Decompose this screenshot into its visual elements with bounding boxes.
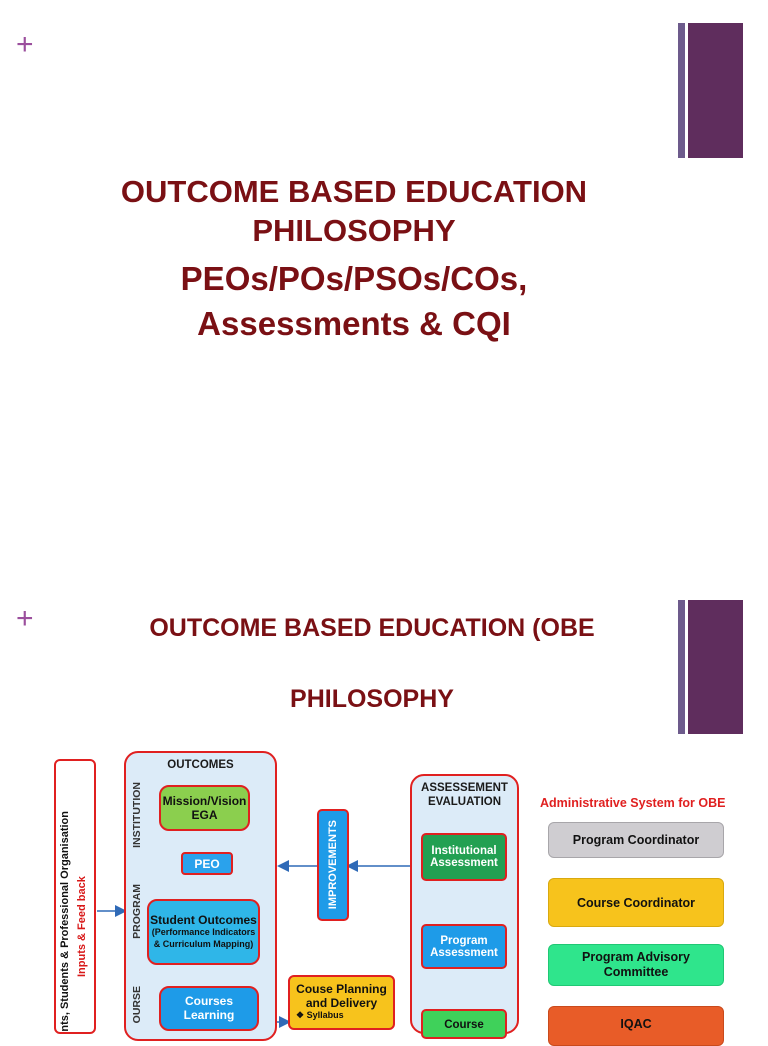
planning-line-2: and Delivery xyxy=(305,996,378,1010)
slide-gap xyxy=(0,578,768,596)
improvements-label: IMPROVEMENTS xyxy=(327,820,339,910)
level-course: OURSE xyxy=(131,986,143,1024)
decorative-bar-block xyxy=(688,23,743,158)
obe-diagram xyxy=(0,596,768,1032)
stakeholders-label: nts, Students & Professional Organisation xyxy=(59,811,71,1032)
program-advisory-committee-box: Program Advisory Committee xyxy=(548,944,724,986)
outcomes-label: OUTCOMES xyxy=(167,759,234,771)
courses-learning-box xyxy=(159,986,259,1031)
syllabus-item: ❖ Syllabus xyxy=(296,1010,344,1020)
course-coordinator-box: Course Coordinator xyxy=(548,878,724,927)
slide-1-title-line-2: PHILOSOPHY xyxy=(252,213,456,248)
slide-1-subtitle xyxy=(0,256,708,346)
prog-assess-line-1: Program xyxy=(440,934,488,947)
assessment-header-line-1: ASSESSEMENT xyxy=(421,782,508,794)
course-assessment-box: Course xyxy=(421,1009,507,1039)
peo-box: PEO xyxy=(181,852,233,875)
prog-assess-line-2: Assessment xyxy=(430,946,498,959)
plus-icon: + xyxy=(16,28,34,61)
so-line-3: & Curriculum Mapping) xyxy=(153,939,254,949)
student-outcomes-box xyxy=(147,899,260,965)
program-coordinator-box: Program Coordinator xyxy=(548,822,724,858)
assessment-panel xyxy=(410,774,519,1034)
slide-2 xyxy=(0,596,768,1032)
level-program: PROGRAM xyxy=(131,884,143,939)
slide-2-title-line-2: PHILOSOPHY xyxy=(290,685,454,713)
mission-line-2: EGA xyxy=(191,808,218,822)
inputs-feedback-label: Inputs & Feed back xyxy=(76,876,88,977)
stakeholders-panel xyxy=(54,759,96,1034)
mission-vision-box xyxy=(159,785,250,831)
improvements-box xyxy=(317,809,349,921)
slide-1-subtitle-line-1: PEOs/POs/PSOs/COs, xyxy=(180,260,528,297)
slide-2-title-line-1: OUTCOME BASED EDUCATION (OBE xyxy=(149,614,595,642)
inst-assess-line-2: Assessment xyxy=(430,857,498,869)
slide-1-title-line-1: OUTCOME BASED EDUCATION xyxy=(120,174,588,209)
assessment-header-line-2: EVALUATION xyxy=(427,796,502,808)
program-assessment-box xyxy=(421,924,507,969)
slide-1-subtitle-line-2: Assessments & CQI xyxy=(197,305,511,342)
iqac-box: IQAC xyxy=(548,1006,724,1046)
planning-line-1: Couse Planning xyxy=(296,982,387,996)
so-line-2: (Performance Indicators xyxy=(151,927,256,937)
plus-icon: + xyxy=(16,602,34,635)
level-institution: INSTITUTION xyxy=(131,782,143,848)
decorative-bar-line xyxy=(678,23,685,158)
slide-1-title xyxy=(0,172,708,250)
so-line-1: Student Outcomes xyxy=(150,913,257,927)
mission-line-1: Mission/Vision xyxy=(162,794,247,808)
courses-line-2: Learning xyxy=(183,1008,235,1022)
assessment-header xyxy=(410,781,519,809)
courses-line-1: Courses xyxy=(184,994,234,1008)
course-planning-box xyxy=(288,975,395,1030)
inst-assess-line-1: Institutional xyxy=(431,845,497,857)
admin-system-title: Administrative System for OBE xyxy=(540,796,726,810)
institutional-assessment-box xyxy=(421,833,507,881)
